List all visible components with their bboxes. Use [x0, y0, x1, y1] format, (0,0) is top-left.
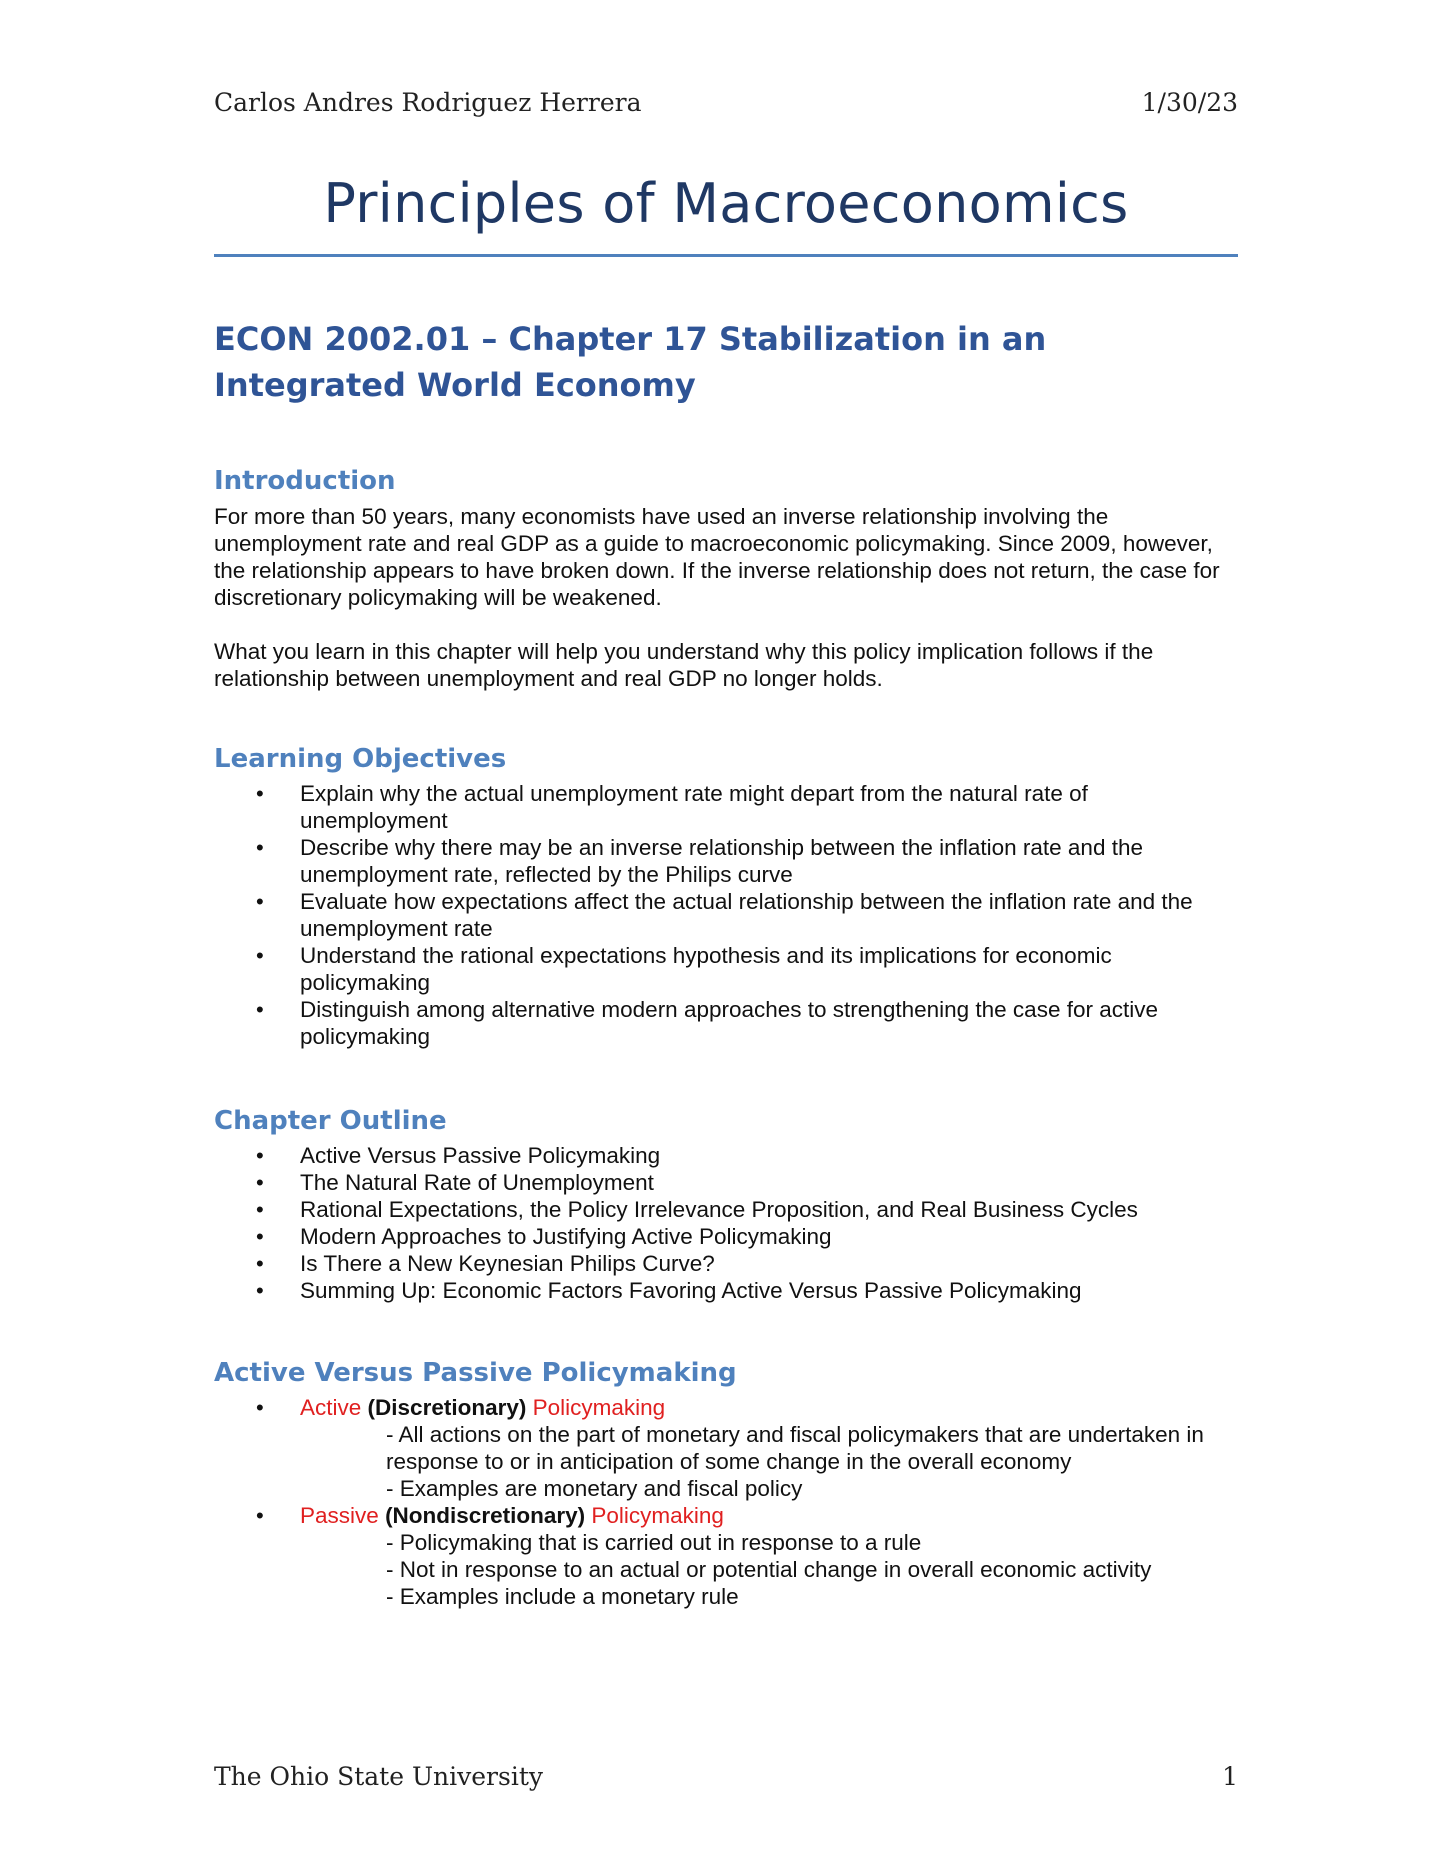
- active-policymaking-term: Policymaking: [532, 1395, 666, 1420]
- list-item: • Evaluate how expectations affect the actual relationship between the inflation rate and the unemployment rate: [214, 888, 1224, 942]
- learning-objectives-list: [214, 780, 1224, 1050]
- header-date: 1/30/23: [1141, 88, 1238, 117]
- document-page: [214, 0, 1238, 1872]
- active-passive-list: [214, 1394, 1224, 1610]
- chapter-subtitle: ECON 2002.01 – Chapter 17 Stabilization in an Integrated World Economy: [214, 320, 1047, 404]
- active-detail-line: - Examples are monetary and fiscal policy: [386, 1476, 803, 1501]
- title-underline: [214, 254, 1238, 257]
- passive-paren: (Nondiscretionary): [385, 1503, 586, 1528]
- active-policymaking-item: [214, 1394, 1224, 1502]
- active-passive-heading: Active Versus Passive Policymaking: [214, 1358, 737, 1388]
- passive-policymaking-item: [214, 1502, 1224, 1610]
- chapter-outline-list: [214, 1142, 1224, 1304]
- active-paren: (Discretionary): [367, 1395, 527, 1420]
- introduction-paragraph-1: For more than 50 years, many economists have used an inverse relationship involving the unemployment rate and real GDP as a guide to macroeconomic policymaking. Since 2009, however, the relationship appears to have broken down. If the inverse relationship does not return, the case for discretionary policymaking will be weakened.: [214, 504, 1220, 610]
- document-title: Principles of Macroeconomics: [323, 172, 1129, 235]
- list-item: • Understand the rational expectations hypothesis and its implications for economic policymaking: [214, 942, 1224, 996]
- list-item: • Summing Up: Economic Factors Favoring Active Versus Passive Policymaking: [214, 1277, 1224, 1304]
- introduction-heading: Introduction: [214, 466, 396, 496]
- passive-term: Passive: [300, 1503, 379, 1528]
- list-item: • Is There a New Keynesian Philips Curve?: [214, 1250, 1224, 1277]
- passive-detail-line: - Policymaking that is carried out in response to a rule: [386, 1530, 922, 1555]
- page-number: 1: [1222, 1762, 1238, 1791]
- passive-detail-line: - Examples include a monetary rule: [386, 1584, 739, 1609]
- list-item: • Distinguish among alternative modern approaches to strengthening the case for active policymaking: [214, 996, 1224, 1050]
- active-term: Active: [300, 1395, 362, 1420]
- passive-detail-line: - Not in response to an actual or potential change in overall economic activity: [386, 1557, 1152, 1582]
- introduction-paragraph-2: What you learn in this chapter will help you understand why this policy implication follows if the relationship between unemployment and real GDP no longer holds.: [214, 639, 1154, 691]
- list-item: • Active Versus Passive Policymaking: [214, 1142, 1224, 1169]
- list-item: • Modern Approaches to Justifying Active Policymaking: [214, 1223, 1224, 1250]
- institution-name: The Ohio State University: [214, 1762, 544, 1791]
- active-detail-line: - All actions on the part of monetary and fiscal policymakers that are undertaken in response to or in anticipation of some change in the overall economy: [386, 1422, 1204, 1474]
- passive-policymaking-term: Policymaking: [591, 1503, 724, 1528]
- list-item: • Rational Expectations, the Policy Irrelevance Proposition, and Real Business Cycles: [214, 1196, 1224, 1223]
- chapter-outline-heading: Chapter Outline: [214, 1106, 447, 1136]
- list-item: • The Natural Rate of Unemployment: [214, 1169, 1224, 1196]
- list-item: • Describe why there may be an inverse relationship between the inflation rate and the unemployment rate, reflected by the Philips curve: [214, 834, 1224, 888]
- learning-objectives-heading: Learning Objectives: [214, 744, 507, 774]
- list-item: • Explain why the actual unemployment rate might depart from the natural rate of unemployment: [214, 780, 1224, 834]
- author-name: Carlos Andres Rodriguez Herrera: [214, 88, 642, 117]
